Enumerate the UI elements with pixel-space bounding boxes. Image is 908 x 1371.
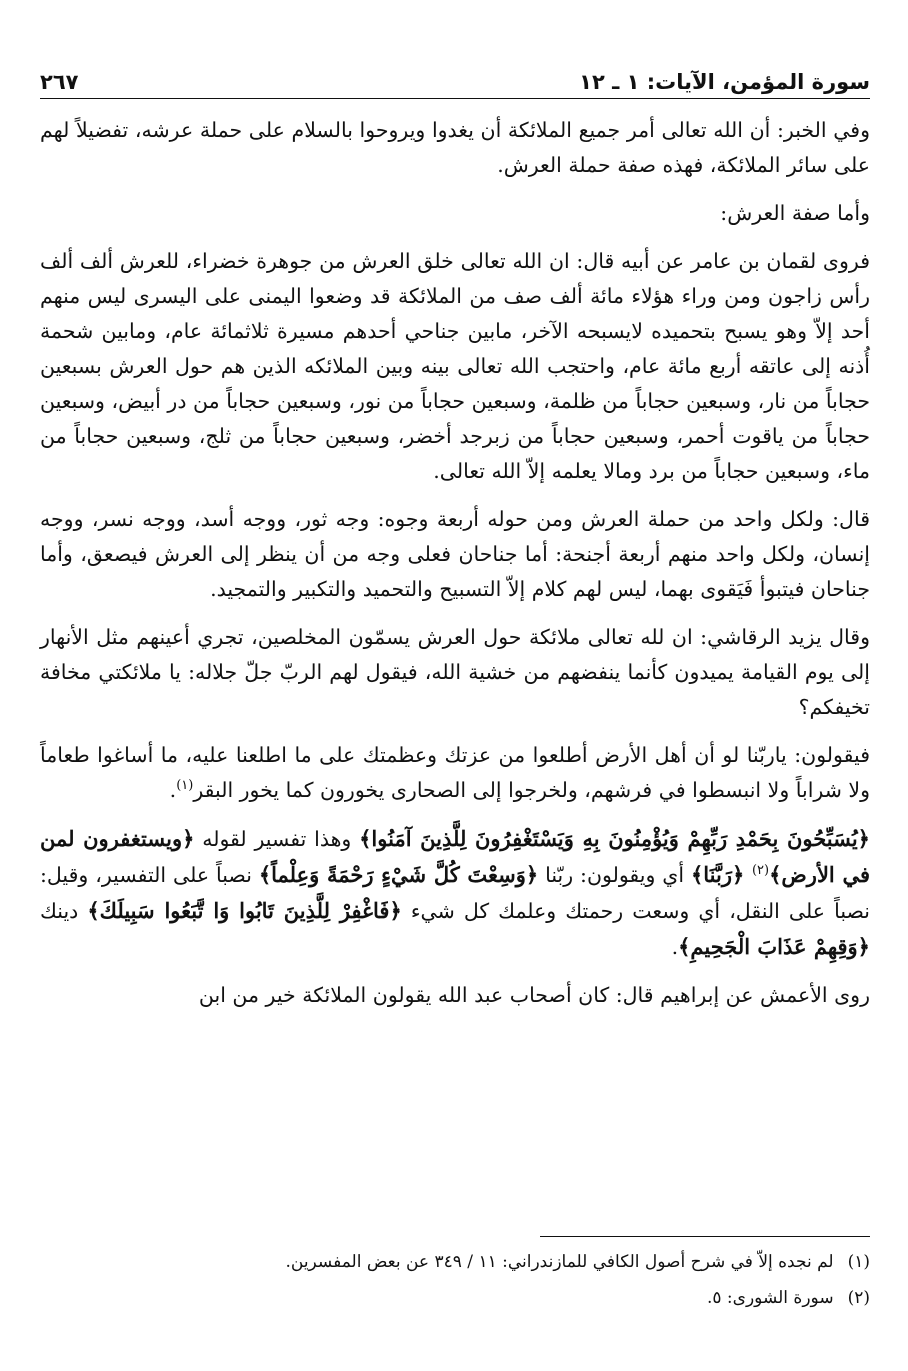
surah-title: سورة المؤمن، الآيات: ١ ـ ١٢ [579, 70, 870, 94]
paragraph-end: . [671, 935, 679, 959]
paragraph-text: دينك [40, 899, 88, 923]
footnote-text: سورة الشورى: ٥. [706, 1288, 834, 1308]
footnote [40, 1247, 870, 1277]
footnote-divider [540, 1236, 870, 1237]
paragraph: فروى لقمان بن عامر عن أبيه قال: ان الله تعالى خلق العرش من جوهرة خضراء، للعرش ألف ألف رأس زاجون ومن وراء هؤلاء مائة ألف صف من الملائكة قد وضعوا اليمنى على اليسرى ليس منهم أحد إلاّ وهو يسبح بتحميده لايسبحه الآخر، مابين جناحي أحدهم مسيرة ثلاثمائة عام، ومابين شحمة أُذنه إلى عاتقه أربع مائة عام، واحتجب الله تعالى بينه وبين الملائكه الذين هم حول العرش بسبعين حجاباً من نار، وسبعين حجاباً من ظلمة، وسبعين حجاباً من نور، وسبعين حجاباً من در أبيض، وسبعين حجاباً من ياقوت أحمر، وسبعين حجاباً من زبرجد أخضر، وسبعين حجاباً من ثلج، وسبعين حجاباً من ماء، وسبعين حجاباً من برد ومالا يعلمه إلاّ الله تعالى. [40, 249, 870, 483]
paragraph: روى الأعمش عن إبراهيم قال: كان أصحاب عبد الله يقولون الملائكة خير من ابن [198, 983, 870, 1007]
quran-verse: ﴿يُسَبِّحُونَ بِحَمْدِ رَبِّهِمْ وَيُؤْمِنُونَ بِهِ وَيَسْتَغْفِرُونَ لِلَّذِينَ آمَنُوا﴾ [359, 826, 870, 851]
paragraph-quran [40, 821, 870, 965]
page-number: ٢٦٧ [40, 70, 79, 94]
paragraph-text: نصباً على التفسير، وقيل: نصباً على النقل، أي وسعت رحمتك وعلمك كل شيء [40, 863, 870, 923]
paragraph-end: . [169, 778, 177, 802]
footnote-ref: (١) [176, 778, 194, 794]
quran-verse: ﴿رَبَّنَا﴾ [690, 862, 752, 887]
paragraph [40, 738, 870, 808]
paragraph-text: أي ويقولون: ربّنا [538, 863, 691, 887]
footnote-text: لم نجده إلاّ في شرح أصول الكافي للمازندراني: ١١ / ٣٤٩ عن بعض المفسرين. [285, 1252, 834, 1272]
quran-verse: ﴿فَاغْفِرْ لِلَّذِينَ تَابُوا وَا تَّبَعُوا سَبِيلَكَ﴾ [87, 898, 402, 923]
quran-verse: ﴿ويستغفرون لمن في الأرض﴾ [40, 826, 870, 887]
quran-verse: ﴿وَسِعْتَ كُلَّ شَيْءٍ رَحْمَةً وَعِلْماً﴾ [258, 862, 539, 887]
footnote [40, 1283, 870, 1313]
paragraph: وقال يزيد الرقاشي: ان لله تعالى ملائكة حول العرش يسمّون المخلصين، تجري أعينهم مثل الأنهار إلى يوم القيامة يميدون كأنما ينفضهم من خشية الله، فيقول لهم الربّ جلّ جلاله: يا ملائكتي مخافة تخيفكم؟ [40, 625, 870, 719]
running-header [40, 58, 870, 99]
footnote-ref: (٢) [751, 863, 770, 879]
paragraph-text: وهذا تفسير لقوله [194, 827, 360, 851]
footnote-number: (١) [847, 1252, 870, 1272]
footnote-number: (٢) [847, 1288, 870, 1308]
paragraph: قال: ولكل واحد من حملة العرش ومن حوله أربعة وجوه: وجه ثور، ووجه أسد، ووجه نسر، ووجه إنسان، ولكل واحد منهم أربعة أجنحة: أما جناحان فعلى وجه من أن ينظر إلى العرش فيصعق، وأما جناحان فيتبوأ فَيَقوى بهما، ليس لهم كلام إلاّ التسبيح والتحميد والتكبير والتمجيد. [40, 507, 870, 601]
footnotes [40, 1236, 870, 1319]
paragraph: وفي الخبر: أن الله تعالى أمر جميع الملائكة أن يغدوا ويروحوا بالسلام على حملة عرشه، تفضيلاً لهم على سائر الملائكة، فهذه صفة حملة العرش. [40, 118, 870, 177]
paragraph: وأما صفة العرش: [720, 201, 870, 225]
main-text [40, 113, 870, 1013]
paragraph-text: فيقولون: ياربّنا لو أن أهل الأرض أطلعوا من عزتك وعظمتك على ما اطلعنا عليه، ما أساغوا طعاماً ولا شراباً ولا انبسطوا في فرشهم، ولخرجوا إلى الصحارى يخورون كما يخور البقر [40, 743, 870, 802]
quran-verse: ﴿وَقِهِمْ عَذَابَ الْجَحِيمِ﴾ [678, 934, 870, 959]
